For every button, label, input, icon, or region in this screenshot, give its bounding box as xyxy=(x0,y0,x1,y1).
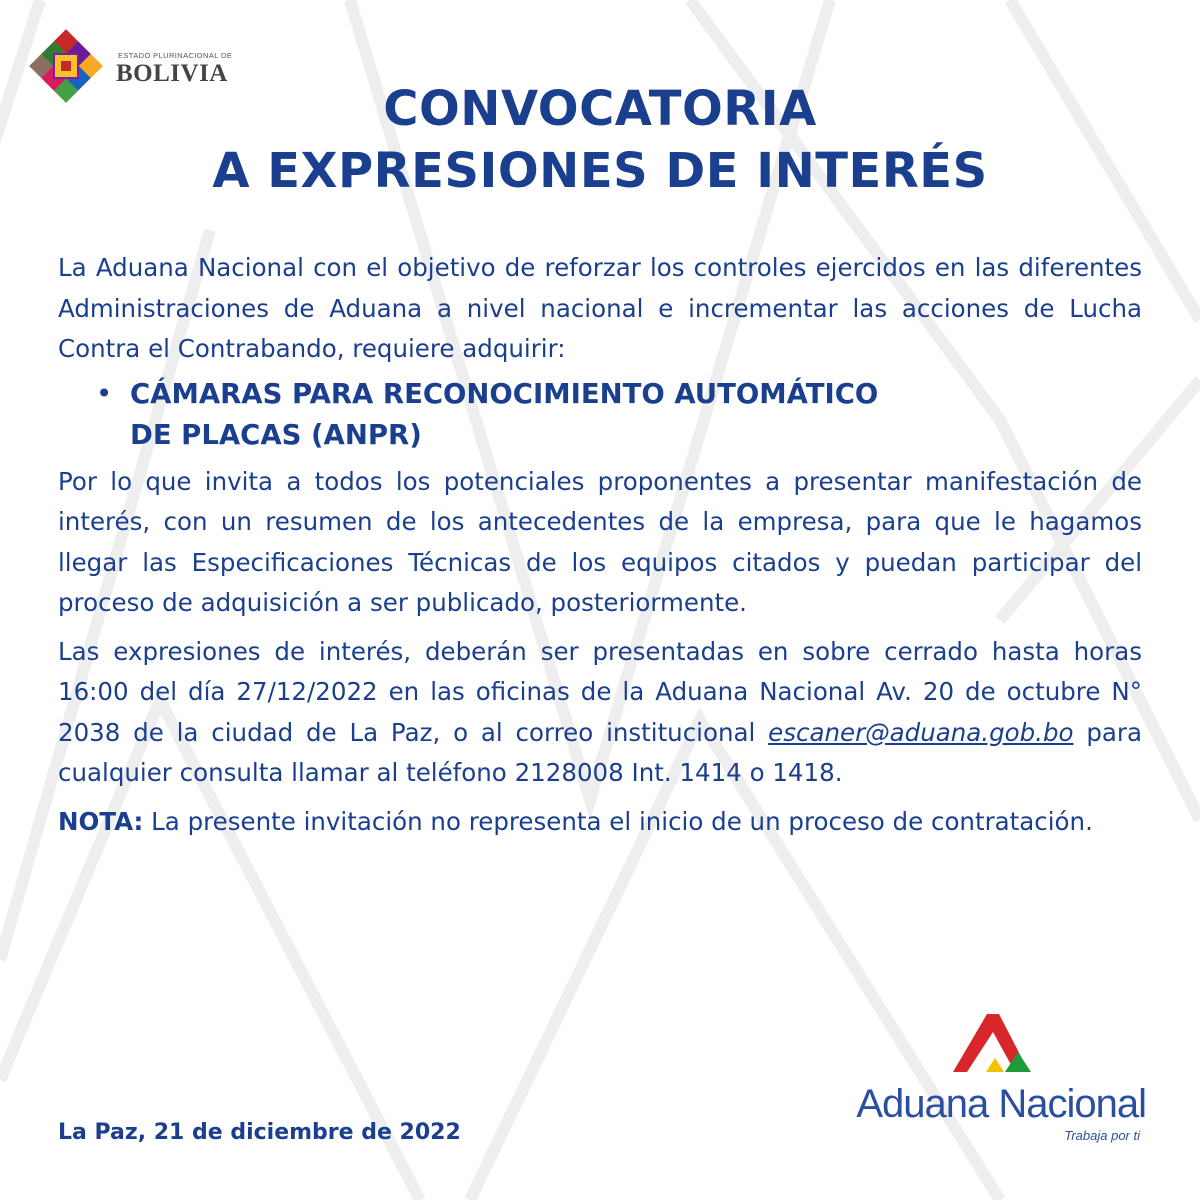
org-name: Aduana Nacional xyxy=(856,1082,1146,1126)
publication-date: La Paz, 21 de diciembre de 2022 xyxy=(58,1120,461,1145)
aduana-logo-icon xyxy=(951,1010,1031,1080)
note-paragraph xyxy=(58,802,1142,843)
note-text: La presente invitación no representa el inicio de un proceso de contratación. xyxy=(143,806,1093,836)
submission-text-after: para cualquier consulta llamar al teléfono 2128008 Int. 1414 o 1418. xyxy=(58,717,1142,787)
announcement-body xyxy=(58,248,1142,842)
intro-paragraph: La Aduana Nacional con el objetivo de reforzar los controles ejercidos en las diferentes Administraciones de Aduana a nivel nacional e incrementar las acciones de Lucha Contra el Contrabando, requiere adquirir: xyxy=(58,253,1142,363)
country-label-small: ESTADO PLURINACIONAL DE xyxy=(118,51,233,60)
aduana-logo xyxy=(826,1010,1146,1150)
item-line-2: DE PLACAS (ANPR) xyxy=(130,418,422,451)
country-name: BOLIVIA xyxy=(116,60,228,87)
note-label: NOTA: xyxy=(58,806,144,836)
bullet-icon: • xyxy=(96,377,113,410)
list-item xyxy=(58,374,1142,456)
title-line-2: A EXPRESIONES DE INTERÉS xyxy=(212,143,988,199)
title-line-1: CONVOCATORIA xyxy=(383,81,817,137)
submission-text-before: Las expresiones de interés, deberán ser presentadas en sobre cerrado hasta horas 16:00 del día 27/12/2022 en las oficinas de la Aduana Nacional Av. 20 de octubre N° 2038 de la ciudad de La Paz, o al correo institucional xyxy=(58,636,1142,747)
org-slogan: Trabaja por ti xyxy=(1064,1128,1140,1143)
page-title xyxy=(0,78,1200,202)
item-line-1: CÁMARAS PARA RECONOCIMIENTO AUTOMÁTICO xyxy=(130,377,879,410)
email-link[interactable]: escaner@aduana.gob.bo xyxy=(768,717,1074,747)
items-list xyxy=(58,374,1142,456)
submission-paragraph xyxy=(58,632,1142,794)
invitation-paragraph: Por lo que invita a todos los potenciales proponentes a presentar manifestación de interés, con un resumen de los antecedentes de la empresa, para que le hagamos llegar las Especificaciones Técnicas de los equipos citados y puedan participar del proceso de adquisición a ser publicado, posteriormente. xyxy=(58,466,1142,617)
